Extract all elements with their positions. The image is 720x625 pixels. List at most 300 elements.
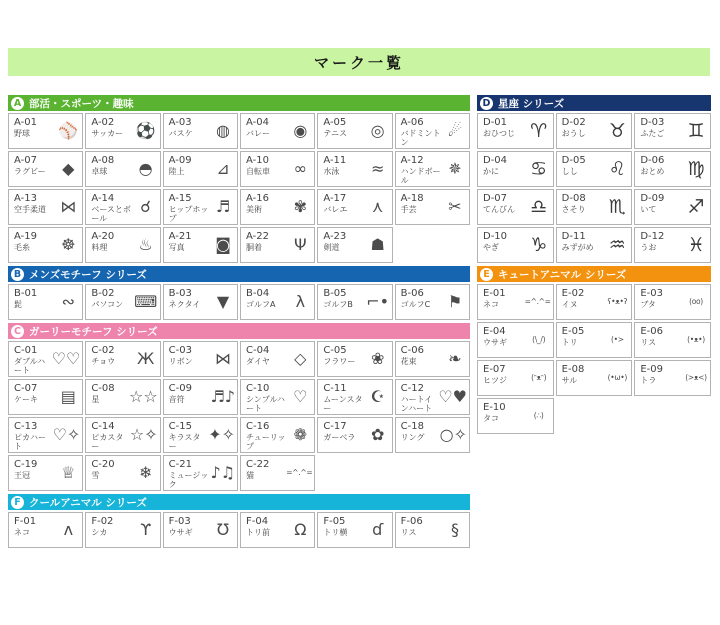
necktie-icon: ▼ xyxy=(216,292,230,311)
mark-code: B-06 xyxy=(400,288,424,299)
mark-label: 卓球 xyxy=(91,166,108,176)
snowflake-icon: ❄ xyxy=(138,463,153,482)
mark-code: A-19 xyxy=(14,231,37,242)
mark-label: リス xyxy=(640,337,657,347)
squirrel-face-icon: (•ᴥ•) xyxy=(687,335,705,345)
treble-clef-icon: ♪♫ xyxy=(210,463,235,482)
mark-label: テニス xyxy=(323,128,348,138)
mark-code: B-03 xyxy=(168,288,192,299)
mark-code: C-10 xyxy=(246,383,270,394)
bird-face-icon: (•> xyxy=(610,335,624,345)
mark-code: C-13 xyxy=(14,421,38,432)
mark-cell xyxy=(240,189,315,225)
mark-cell xyxy=(477,151,554,187)
octopus-icon: (∴) xyxy=(533,411,544,421)
mark-label: 自転車 xyxy=(246,166,270,176)
mark-label: ゴルフC xyxy=(400,299,431,309)
mark-cell xyxy=(240,417,315,453)
mark-cell xyxy=(477,398,554,434)
mark-cell xyxy=(85,227,160,263)
mark-cell xyxy=(85,455,160,491)
mark-label: バレエ xyxy=(323,204,348,214)
camera-icon: ◙ xyxy=(215,235,231,254)
mark-code: C-22 xyxy=(246,459,270,470)
mark-label: ピカハート xyxy=(14,432,46,452)
mark-cell xyxy=(395,341,470,377)
mark-label: ミュージック xyxy=(168,470,209,490)
mark-code: A-05 xyxy=(323,117,347,128)
mark-cell xyxy=(395,417,470,453)
bouquet-icon: ❧ xyxy=(448,349,462,368)
laptop-icon: ⌨ xyxy=(134,292,158,311)
dog-face-icon: ʕ•ᴥ•ʔ xyxy=(607,297,628,307)
kendo-mask-icon: ☗ xyxy=(370,235,385,254)
mark-label: ハンドボール xyxy=(400,166,441,186)
mark-code: F-03 xyxy=(168,516,191,527)
mark-cell xyxy=(8,189,83,225)
aquarius-icon: ♒ xyxy=(608,233,626,256)
mark-label: イヌ xyxy=(561,299,578,309)
mark-label: ウサギ xyxy=(168,527,193,537)
capricorn-icon: ♑ xyxy=(530,233,548,256)
mark-cell xyxy=(317,284,392,320)
mark-code: A-11 xyxy=(323,155,347,166)
mark-code: E-10 xyxy=(483,402,506,413)
mark-label: フラワー xyxy=(323,356,356,366)
mark-code: D-09 xyxy=(640,193,665,204)
ballet-shoes-icon: ⋏ xyxy=(371,197,384,216)
mark-code: C-16 xyxy=(246,421,270,432)
mark-code: D-03 xyxy=(640,117,665,128)
gerbera-icon: ✿ xyxy=(370,425,385,444)
mark-cell xyxy=(240,455,315,491)
mark-label: 髭 xyxy=(14,299,22,309)
basketball-icon: ◍ xyxy=(216,121,230,140)
crown-icon: ♕ xyxy=(61,463,76,482)
mark-list xyxy=(0,95,720,551)
mark-cell xyxy=(8,113,83,149)
series-header xyxy=(477,266,711,282)
mark-cell xyxy=(395,284,470,320)
sheep-face-icon: (ᵔᴥᵔ) xyxy=(531,373,547,383)
running-shoe-icon: ⊿ xyxy=(216,159,230,178)
page-title: マーク一覧 xyxy=(313,53,404,72)
double-heart-icon: ♡♡ xyxy=(51,349,81,368)
mark-label: チョウ xyxy=(91,356,116,366)
mark-label: ネコ xyxy=(483,299,499,309)
series-d xyxy=(477,95,711,263)
mark-label: ヒツジ xyxy=(483,375,507,385)
mark-cell xyxy=(8,151,83,187)
mark-label: ラグビー xyxy=(14,166,46,176)
mark-cell xyxy=(317,227,392,263)
mark-cell xyxy=(85,284,160,320)
mark-label: ダイヤ xyxy=(246,356,270,366)
mark-cell xyxy=(317,512,392,548)
pig-face-icon: (oo) xyxy=(689,297,703,307)
mark-cell xyxy=(163,512,238,548)
right-column xyxy=(477,95,711,551)
rugby-ball-icon: ◆ xyxy=(62,159,75,178)
mark-code: C-05 xyxy=(323,345,347,356)
mark-cell xyxy=(8,341,83,377)
mark-code: C-01 xyxy=(14,345,38,356)
cat-silhouette-icon: ʌ xyxy=(63,520,74,539)
series-grid xyxy=(8,284,470,320)
mark-label: リング xyxy=(400,432,425,442)
rabbit-face-icon: (\_/) xyxy=(532,335,546,345)
mark-label: ふたご xyxy=(640,128,665,138)
libra-icon: ♎ xyxy=(530,195,548,218)
mark-code: B-02 xyxy=(91,288,115,299)
tiger-face-icon: (>ᴥ<) xyxy=(685,373,707,383)
mark-label: リス xyxy=(400,527,417,537)
series-grid xyxy=(477,284,711,434)
series-b xyxy=(8,266,470,320)
mark-code: E-07 xyxy=(483,364,506,375)
mark-label: 胴着 xyxy=(246,242,262,252)
mark-code: E-02 xyxy=(561,288,585,299)
series-header xyxy=(8,323,470,339)
mark-label: ゴルフB xyxy=(323,299,353,309)
mark-cell xyxy=(634,322,711,358)
mark-code: D-05 xyxy=(561,155,586,166)
ring-icon: ○✧ xyxy=(439,425,467,444)
mark-code: C-15 xyxy=(168,421,192,432)
mark-cell xyxy=(240,227,315,263)
mark-cell xyxy=(85,151,160,187)
mark-label: ネクタイ xyxy=(168,299,201,309)
mark-code: C-12 xyxy=(400,383,424,394)
taurus-icon: ♉ xyxy=(608,119,626,142)
mark-label: ヒップホップ xyxy=(168,204,209,224)
mark-code: B-04 xyxy=(246,288,270,299)
mark-code: E-09 xyxy=(640,364,663,375)
mark-label: しし xyxy=(561,166,578,176)
mark-code: A-22 xyxy=(246,231,269,242)
mark-cell xyxy=(8,379,83,415)
mark-label: トリ横 xyxy=(323,527,348,537)
series-grid xyxy=(8,341,470,491)
mark-cell xyxy=(556,189,633,225)
series-badge: C xyxy=(11,325,24,338)
mark-label: ダブルハート xyxy=(14,356,46,376)
mark-cell xyxy=(556,151,633,187)
mark-label: シンプルハート xyxy=(246,394,285,414)
mark-code: C-17 xyxy=(323,421,347,432)
mark-code: A-02 xyxy=(91,117,115,128)
mark-code: C-09 xyxy=(168,383,192,394)
mark-cell xyxy=(8,512,83,548)
mark-code: C-04 xyxy=(246,345,270,356)
mark-code: C-20 xyxy=(91,459,115,470)
mark-label: シカ xyxy=(91,527,108,537)
glove-and-ball-icon: ☌ xyxy=(140,197,152,216)
simple-heart-icon: ♡ xyxy=(293,387,308,406)
mark-label: バレー xyxy=(246,128,270,138)
mark-code: C-21 xyxy=(168,459,192,470)
mark-cell xyxy=(556,113,633,149)
series-grid xyxy=(8,113,470,263)
mark-code: B-05 xyxy=(323,288,347,299)
mark-label: かに xyxy=(483,166,499,176)
mark-label: いて xyxy=(640,204,657,214)
art-palette-icon: ✾ xyxy=(293,197,308,216)
cat-face-icon: =^.^= xyxy=(524,297,551,307)
mark-label: 剣道 xyxy=(323,242,340,252)
moon-star-icon: ☪ xyxy=(370,387,385,406)
leo-icon: ♌ xyxy=(608,157,626,180)
mark-cell xyxy=(240,379,315,415)
sparkle-star-icon: ☆✧ xyxy=(129,425,158,444)
mark-cell xyxy=(317,341,392,377)
mark-code: D-10 xyxy=(483,231,508,242)
mark-cell xyxy=(317,417,392,453)
mark-code: D-06 xyxy=(640,155,665,166)
mark-label: 音符 xyxy=(168,394,185,404)
mark-label: ハートインハート xyxy=(400,394,433,414)
mark-cell xyxy=(634,189,711,225)
bicycle-icon: ∞ xyxy=(293,159,307,178)
mark-cell xyxy=(556,322,633,358)
series-title: ガーリーモチーフ シリーズ xyxy=(29,325,158,338)
mark-code: A-09 xyxy=(168,155,192,166)
heart-in-heart-icon: ♡♥ xyxy=(438,387,467,406)
mark-cell xyxy=(85,417,160,453)
volleyball-icon: ◉ xyxy=(293,121,308,140)
mark-cell xyxy=(634,284,711,320)
mark-label: ネコ xyxy=(14,527,30,537)
handball-player-icon: ✵ xyxy=(448,159,462,178)
mark-cell xyxy=(634,113,711,149)
mark-code: E-06 xyxy=(640,326,663,337)
mark-code: D-08 xyxy=(561,193,586,204)
series-title: キュートアニマル シリーズ xyxy=(498,268,627,281)
mark-code: D-01 xyxy=(483,117,508,128)
mark-label: 野球 xyxy=(14,128,30,138)
sagittarius-icon: ♐ xyxy=(687,195,705,218)
cat-face-icon: =^.^= xyxy=(286,468,313,478)
mark-cell xyxy=(240,284,315,320)
glitter-star-icon: ✦✧ xyxy=(208,425,235,444)
mark-cell xyxy=(85,113,160,149)
cancer-icon: ♋ xyxy=(530,157,548,180)
mark-label: サッカー xyxy=(91,128,124,138)
mark-cell xyxy=(556,227,633,263)
mark-code: E-01 xyxy=(483,288,506,299)
mark-label: キラスター xyxy=(168,432,201,452)
mark-code: C-08 xyxy=(91,383,115,394)
mark-code: F-05 xyxy=(323,516,346,527)
mark-label: 毛糸 xyxy=(14,242,30,252)
series-header xyxy=(8,494,470,510)
butterfly-icon: Ж xyxy=(137,349,155,368)
mark-label: トリ前 xyxy=(246,527,270,537)
golf-club-ball-icon: ⌐• xyxy=(366,292,390,311)
series-c xyxy=(8,323,470,491)
gemini-icon: ♊ xyxy=(687,119,705,142)
bird-side-icon: ɗ xyxy=(372,520,384,539)
mark-cell xyxy=(240,512,315,548)
mark-cell xyxy=(317,151,392,187)
mark-label: チューリップ xyxy=(246,432,286,452)
mark-code: D-11 xyxy=(561,231,586,242)
mark-label: ガーベラ xyxy=(323,432,356,442)
badminton-shuttle-icon: ☄ xyxy=(447,121,463,140)
series-grid xyxy=(8,512,470,548)
mark-code: E-04 xyxy=(483,326,506,337)
series-badge: D xyxy=(480,97,493,110)
series-title: 星座 シリーズ xyxy=(498,97,565,110)
mark-cell xyxy=(477,360,554,396)
mark-cell xyxy=(240,341,315,377)
mark-label: おひつじ xyxy=(483,128,515,138)
mark-code: A-06 xyxy=(400,117,424,128)
mark-code: C-11 xyxy=(323,383,347,394)
mark-label: トラ xyxy=(640,375,657,385)
mark-cell xyxy=(556,284,633,320)
tennis-ball-icon: ◎ xyxy=(370,121,385,140)
mark-code: A-23 xyxy=(323,231,347,242)
mark-cell xyxy=(477,227,554,263)
mark-label: 空手柔道 xyxy=(14,204,46,214)
cooking-pot-icon: ♨ xyxy=(138,235,153,254)
mark-cell xyxy=(395,512,470,548)
mark-cell xyxy=(8,455,83,491)
mark-code: A-12 xyxy=(400,155,424,166)
series-header xyxy=(8,266,470,282)
series-title: 部活・スポーツ・趣味 xyxy=(29,97,134,110)
mark-code: E-03 xyxy=(640,288,663,299)
mark-cell xyxy=(8,417,83,453)
mark-code: D-12 xyxy=(640,231,665,242)
mark-cell xyxy=(395,113,470,149)
mark-label: ウサギ xyxy=(483,337,507,347)
mark-label: ムーンスター xyxy=(323,394,363,414)
mark-label: ケーキ xyxy=(14,394,38,404)
mark-label: 美術 xyxy=(246,204,262,214)
mark-code: A-21 xyxy=(168,231,192,242)
series-e xyxy=(477,266,711,434)
mark-code: A-04 xyxy=(246,117,269,128)
mark-cell xyxy=(395,379,470,415)
soccer-ball-icon: ⚽ xyxy=(135,121,156,140)
mark-code: A-08 xyxy=(91,155,115,166)
mark-code: A-17 xyxy=(323,193,347,204)
page-title-banner xyxy=(8,48,710,76)
mark-cell xyxy=(317,113,392,149)
mark-cell xyxy=(163,284,238,320)
mark-cell xyxy=(395,151,470,187)
mark-label: バスケ xyxy=(168,128,193,138)
mark-cell xyxy=(477,113,554,149)
series-header xyxy=(8,95,470,111)
mark-cell xyxy=(317,189,392,225)
mark-code: A-07 xyxy=(14,155,37,166)
mark-cell xyxy=(163,113,238,149)
series-grid xyxy=(477,113,711,263)
virgo-icon: ♍ xyxy=(687,157,705,180)
series-a xyxy=(8,95,470,263)
bird-front-icon: Ω xyxy=(294,520,307,539)
mark-label: 王冠 xyxy=(14,470,30,480)
mark-code: A-15 xyxy=(168,193,192,204)
mark-cell xyxy=(317,379,392,415)
mark-cell xyxy=(240,151,315,187)
mark-code: F-06 xyxy=(400,516,423,527)
mark-label: リボン xyxy=(168,356,193,366)
mark-code: C-07 xyxy=(14,383,38,394)
mark-cell xyxy=(163,455,238,491)
mark-code: C-02 xyxy=(91,345,115,356)
mark-label: うお xyxy=(640,242,657,252)
series-badge: E xyxy=(480,268,493,281)
mark-label: 花束 xyxy=(400,356,417,366)
mark-cell xyxy=(163,227,238,263)
mark-cell xyxy=(85,379,160,415)
music-notes-icon: ♬♪ xyxy=(210,387,235,406)
mark-code: A-14 xyxy=(91,193,115,204)
mark-code: C-06 xyxy=(400,345,424,356)
tophat-mustache-icon: ∾ xyxy=(61,292,76,311)
mark-cell xyxy=(85,512,160,548)
mark-code: D-04 xyxy=(483,155,508,166)
mark-label: トリ xyxy=(561,337,578,347)
flower-icon: ❀ xyxy=(370,349,385,368)
mark-code: A-18 xyxy=(400,193,424,204)
mark-label: 猫 xyxy=(246,470,254,480)
mark-label: てんびん xyxy=(483,204,515,214)
monkey-face-icon: (•ω•) xyxy=(607,373,628,383)
pisces-icon: ♓ xyxy=(687,233,705,256)
mark-cell xyxy=(477,322,554,358)
baseball-icon: ⚾ xyxy=(58,121,79,140)
mark-cell xyxy=(395,189,470,225)
mark-code: D-07 xyxy=(483,193,508,204)
mark-label: タコ xyxy=(483,413,499,423)
mark-cell xyxy=(163,151,238,187)
series-badge: B xyxy=(11,268,24,281)
series-title: クールアニマル シリーズ xyxy=(29,496,147,509)
mark-cell xyxy=(634,151,711,187)
mark-code: F-02 xyxy=(91,516,114,527)
aries-icon: ♈ xyxy=(530,119,548,142)
mark-code: B-01 xyxy=(14,288,38,299)
mark-code: F-04 xyxy=(246,516,269,527)
left-column xyxy=(8,95,470,551)
table-tennis-icon: ◓ xyxy=(138,159,153,178)
rabbit-icon: Ʊ xyxy=(216,520,230,539)
mark-code: A-13 xyxy=(14,193,37,204)
mark-cell xyxy=(634,227,711,263)
mark-label: ゴルフA xyxy=(246,299,276,309)
mark-cell xyxy=(85,189,160,225)
mark-code: E-08 xyxy=(561,364,585,375)
ribbon-bow-icon: ⋈ xyxy=(215,349,231,368)
mark-code: A-16 xyxy=(246,193,269,204)
diamond-icon: ◇ xyxy=(294,349,307,368)
series-title: メンズモチーフ シリーズ xyxy=(29,268,147,281)
dougi-jacket-icon: Ψ xyxy=(294,235,307,254)
mark-label: やぎ xyxy=(483,242,499,252)
mark-cell xyxy=(163,189,238,225)
tulip-icon: ❁ xyxy=(293,425,308,444)
mark-code: C-19 xyxy=(14,459,38,470)
mark-label: ピカスター xyxy=(91,432,124,452)
scorpio-icon: ♏ xyxy=(608,195,626,218)
pincushion-icon: ✂ xyxy=(448,197,462,216)
mark-label: 料理 xyxy=(91,242,108,252)
